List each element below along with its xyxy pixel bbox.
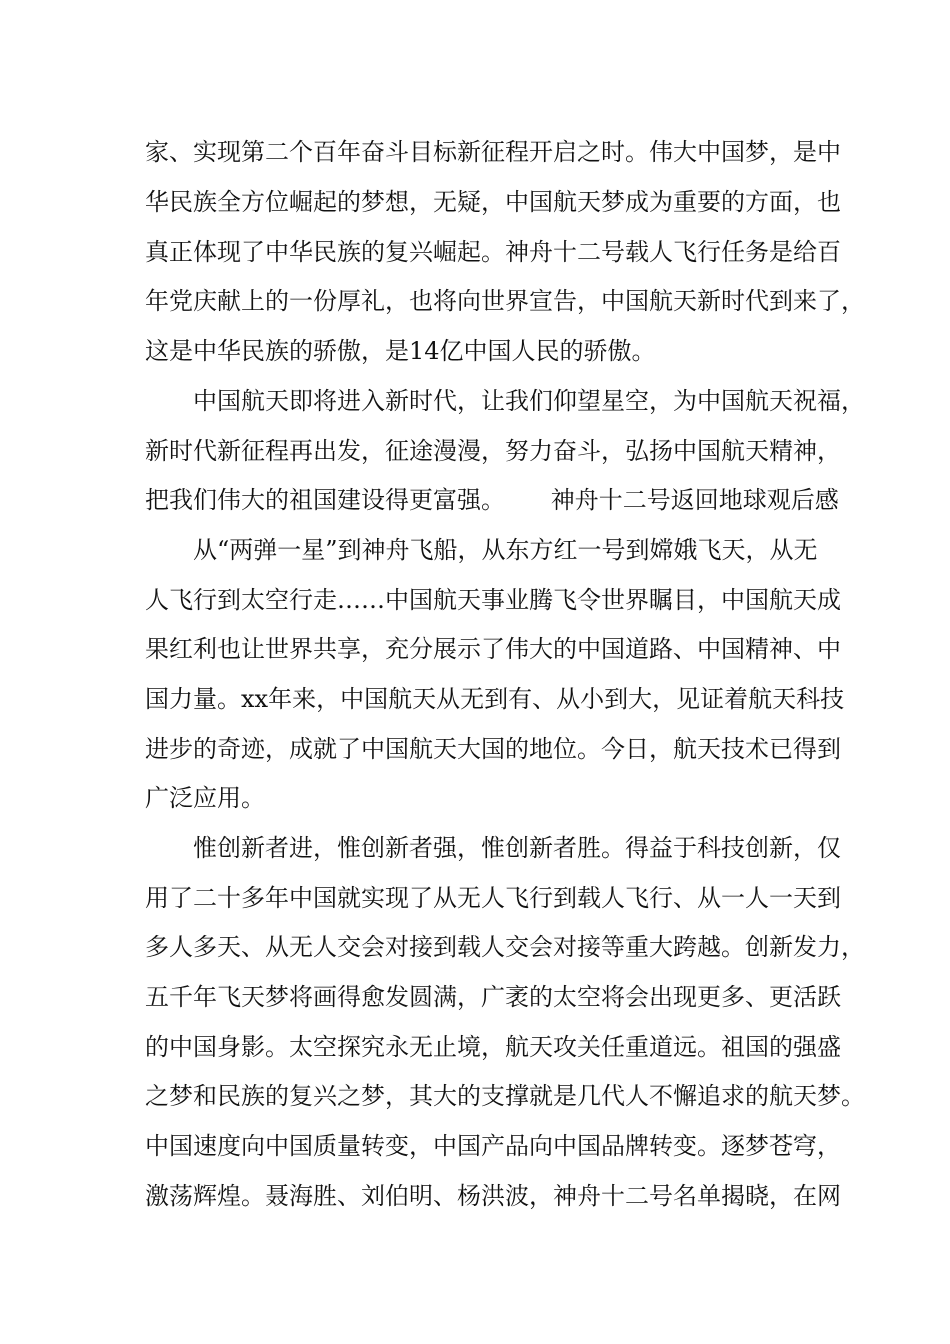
text-line: 把我们伟大的祖国建设得更富强。 神舟十二号返回地球观后感 (145, 486, 839, 514)
text-line: 用了二十多年中国就实现了从无人飞行到载人飞行、从一人一天到 (145, 884, 841, 912)
text-line: 这是中华民族的骄傲，是14亿中国人民的骄傲。 (145, 337, 656, 365)
paragraph-first-line: 中国航天即将进入新时代，让我们仰望星空，为中国航天祝福， (193, 387, 865, 415)
text-line: 广泛应用。 (145, 784, 265, 812)
text-line: 新时代新征程再出发，征途漫漫，努力奋斗，弘扬中国航天精神， (145, 437, 841, 465)
text-line: 真正体现了中华民族的复兴崛起。神舟十二号载人飞行任务是给百 (145, 238, 841, 266)
text-line: 人飞行到太空行走……中国航天事业腾飞令世界瞩目，中国航天成 (145, 586, 841, 614)
paragraph-first-line: 惟创新者进，惟创新者强，惟创新者胜。得益于科技创新，仅 (193, 834, 841, 862)
text-line: 年党庆献上的一份厚礼，也将向世界宣告，中国航天新时代到来了， (145, 287, 865, 315)
text-line: 之梦和民族的复兴之梦，其大的支撑就是几代人不懈追求的航天梦。 (145, 1082, 865, 1110)
text-line: 五千年飞天梦将画得愈发圆满，广袤的太空将会出现更多、更活跃 (145, 983, 841, 1011)
paragraph-first-line: 从“两弹一星”到神舟飞船，从东方红一号到嫦娥飞天，从无 (193, 536, 818, 564)
text-line: 进步的奇迹，成就了中国航天大国的地位。今日，航天技术已得到 (145, 735, 841, 763)
text-line: 多人多天、从无人交会对接到载人交会对接等重大跨越。创新发力， (145, 933, 865, 961)
text-line: 家、实现第二个百年奋斗目标新征程开启之时。伟大中国梦，是中 (145, 138, 841, 166)
text-line: 华民族全方位崛起的梦想，无疑，中国航天梦成为重要的方面，也 (145, 188, 841, 216)
text-line: 中国速度向中国质量转变，中国产品向中国品牌转变。逐梦苍穹， (145, 1132, 841, 1160)
text-line: 激荡辉煌。聂海胜、刘伯明、杨洪波，神舟十二号名单揭晓，在网 (145, 1182, 841, 1210)
text-line: 国力量。xx年来，中国航天从无到有、从小到大，见证着航天科技 (145, 685, 845, 713)
text-line: 果红利也让世界共享，充分展示了伟大的中国道路、中国精神、中 (145, 635, 841, 663)
text-line: 的中国身影。太空探究永无止境，航天攻关任重道远。祖国的强盛 (145, 1033, 841, 1061)
